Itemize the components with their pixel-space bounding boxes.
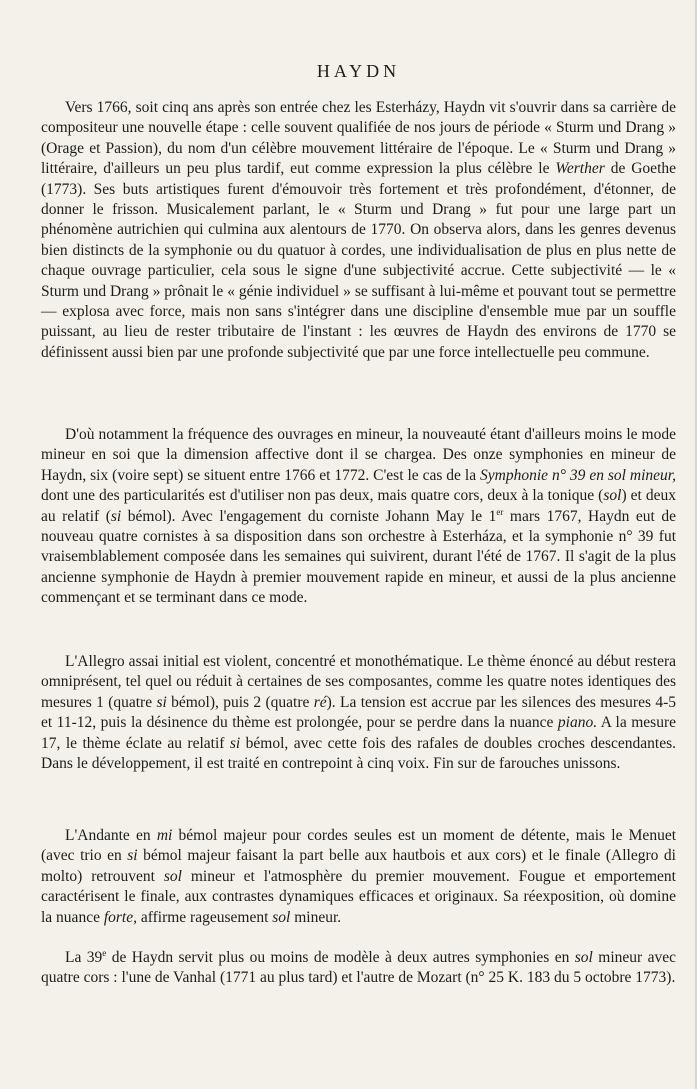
italic-dynamic: piano. xyxy=(557,714,598,732)
italic-title-werther: Werther xyxy=(555,160,605,178)
text-run: Vers 1766, soit cinq ans après son entrée chez les Esterházy, Haydn vit s'ouvrir dans sa carrière de compositeur une nouvelle étape : celle souvent qualifiée de nos jours de période « Sturm und Drang » (Orage et Passion), du nom d'un célèbre mouvement littéraire de l'époque. Le « Sturm und Drang » littéraire, d'ailleurs un peu plus tardif, eut comme expression la plus célèbre le xyxy=(41,99,676,178)
text-run: A la mesure 17, le thème éclate au relatif xyxy=(41,714,676,752)
text-run: L'Allegro assai initial est violent, concentré et monothématique. Le thème énoncé au début restera omniprésent, tel quel ou réduit à certaines de ses composantes, comme les quatre notes identiques des mesures 1 (quatre xyxy=(41,653,676,711)
italic-note: si xyxy=(156,693,167,711)
text-run: affirme rageusement xyxy=(136,908,273,926)
text-run: La 39 xyxy=(65,949,103,966)
text-run: D'où notamment la fréquence des ouvrages en mineur, la nouveauté étant d'ailleurs moins le mode mineur en soi que la dimension affective dont il se chargea. Des onze symphonies en mineur de Haydn, six (voire sept) se situent entre 1766 et 1772. C'est le cas de la xyxy=(41,426,676,484)
text-run: mars 1767, Haydn eut de nouveau quatre cornistes à sa disposition dans son orchestre à Esterháza, et la symphonie n° 39 fut vraisemblablement composée dans les semaines qui suivirent, durant l'été de 1767. Il s'agit de la plus ancienne symphonie de Haydn à premier mouvement rapide en mineur, et aussi de la plus ancienne commençant et se terminant dans ce mode. xyxy=(41,507,676,607)
text-run: L'Andante en xyxy=(65,827,157,844)
ordinal-superscript: er xyxy=(496,506,504,517)
text-run: mineur. xyxy=(290,908,342,926)
paragraph-model-symphonies xyxy=(41,948,676,989)
text-run: bémol, avec cette fois des rafales de doubles croches descendantes. Dans le développement, il est traité en contrepoint à cinq voix. Fin sur de farouches unissons. xyxy=(41,734,677,773)
italic-note: mi xyxy=(156,827,173,844)
text-run: de Goethe (1773). Ses buts artistiques furent d'émouvoir très fortement et très profondément, d'étonner, de donner le frisson. Musicalement parlant, le « Sturm und Drang » fut pour une large part un phénomène autrichien qui culmina aux alentours de 1770. On observa alors, dans les genres devenus bien distincts de la symphonie ou du quatuor à cordes, une individualisation de plus en plus nette de chaque ouvrage particulier, cela sous le signe d'une subjectivité accrue. Cette subjectivité — le « Sturm und Drang » prônait le « génie individuel » se suffisant à lui-même et pouvant tout se permettre — explosa avec force, mais non sans s'intégrer dans une discipline d'ensemble mue par un souffle puissant, au lieu de rester tributaire de l'instant : les œuvres de Haydn des environs de 1770 se définissent aussi bien par une profonde subjectivité que par une force intellectuelle peu commune. xyxy=(41,160,677,361)
italic-note: si xyxy=(127,847,138,865)
paragraph-andante-menuet-finale xyxy=(41,826,676,928)
text-run: mineur avec quatre cors : l'une de Vanhal (1771 au plus tard) et l'autre de Mozart (n° 25 K. 183 du 5 octobre 1773). xyxy=(41,949,676,987)
text-run: ) et deux au relatif ( xyxy=(41,487,677,525)
text-run: bémol majeur pour cordes seules est un moment de détente, mais le Menuet (avec trio en xyxy=(41,827,677,865)
text-run: mineur et l'atmosphère du premier mouvement. Fougue et emportement caractérisent le finale, aux contrastes dynamiques efficaces et originaux. Sa réexposition, où domine la nuance xyxy=(41,867,676,926)
italic-note: sol xyxy=(272,908,291,926)
text-run: de Haydn servit plus ou moins de modèle à deux autres symphonies en xyxy=(106,949,575,966)
text-run: bémol), puis 2 (quatre xyxy=(166,693,314,711)
italic-note: sol xyxy=(603,487,622,505)
text-run: bémol majeur faisant la part belle aux hautbois et aux cors) et le finale (Allegro di molto) retrouvent xyxy=(41,847,676,885)
ordinal-superscript: e xyxy=(102,948,107,958)
italic-note: sol xyxy=(574,949,593,966)
italic-dynamic: forte, xyxy=(103,908,137,926)
italic-note: sol xyxy=(163,867,182,885)
paragraph-allegro-assai xyxy=(41,652,676,774)
italic-note: ré xyxy=(313,693,327,711)
paragraph-sturm-und-drang xyxy=(41,98,676,363)
italic-note: si xyxy=(110,507,122,525)
text-run: ). La tension est accrue par les silences des mesures 4-5 et 11-12, puis la désinence du thème est prolongée, pour se perdre dans la nuance xyxy=(41,693,676,732)
text-run: bémol). Avec l'engagement du corniste Johann May le 1 xyxy=(121,507,497,525)
paragraph-symphony-39 xyxy=(41,425,676,609)
text-run: dont une des particularités est d'utiliser non pas deux, mais quatre cors, deux à la tonique ( xyxy=(41,487,604,505)
italic-symphony-title: Symphonie n° 39 en sol mineur, xyxy=(480,466,676,484)
italic-note: si xyxy=(229,734,241,752)
page-title: HAYDN xyxy=(316,61,401,81)
